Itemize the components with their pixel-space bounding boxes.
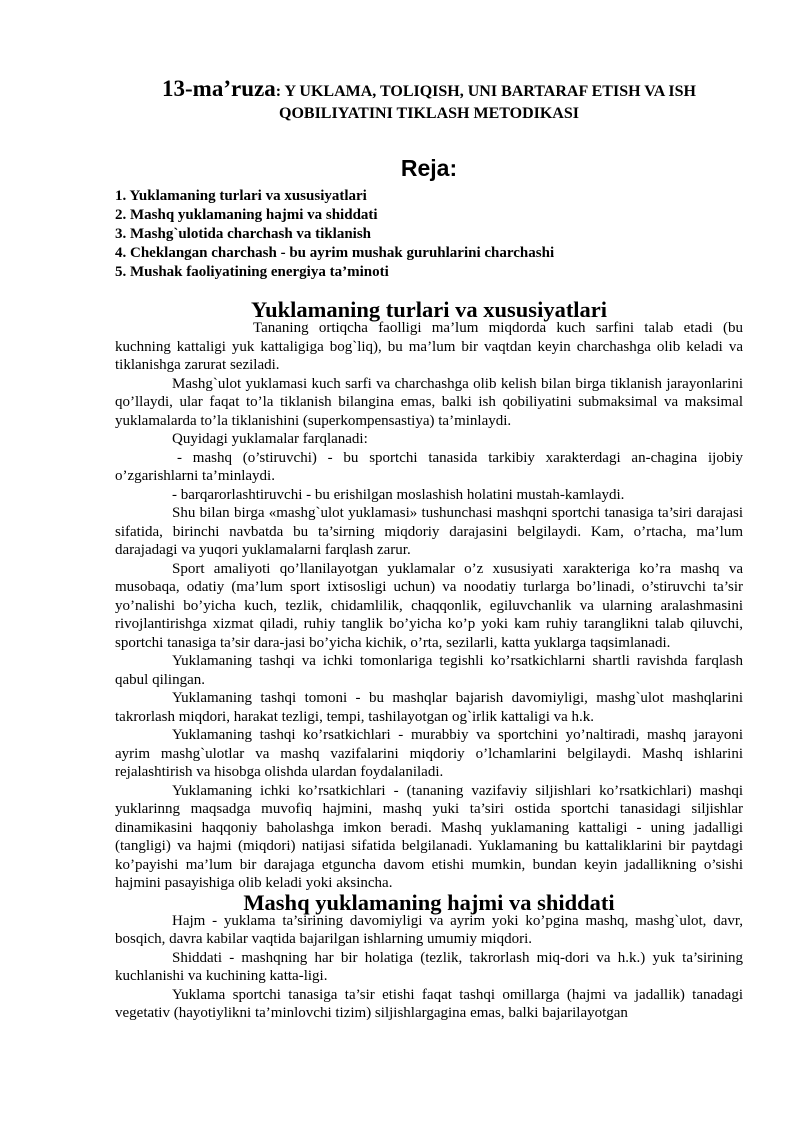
body-paragraph: Yuklamaning tashqi va ichki tomonlariga tegishli ko’rsatkichlarni shartli ravishda farqlash qabul qilingan. [115,653,743,688]
plan-item: 2. Mashq yuklamaning hajmi va shiddati [115,207,378,223]
body-paragraph: - mashq (o’stiruvchi) - bu sportchi tanasida tarkibiy xarakterdagi an-chagina ijobiy o’zgarishlarni ta’minlaydi. [115,449,743,484]
body-paragraph: Sport amaliyoti qo’llanilayotgan yuklamalar o’z xususiyati xarakteriga ko’ra mashq va musobaqa, odatiy (ma’lum sport ixtisosligi uchun) va noodatiy turlarga bo’linadi, o’stiruvchi ta’sir yo’nalishi bo’yicha kuch, tezlik, chidamlilik, chaqqonlik, egiluvchanlik va ularning aralashmasini rivojlantirishga xizmat qiladi, ruhiy tanglik bo’yicha ko’p yoki kam ruhiy taranglikni talab qiluvchi, sportchi tanasiga ta’sir dara-jasi bo’yicha kichik, o’rta, sezilarli, katta yuklarga taqsimlanadi. [115,560,743,651]
lecture-title [115,78,743,125]
plan-list [115,187,743,282]
lecture-number: 13-ma’ruza [162,76,276,101]
plan-item: 1. Yuklamaning turlari va xususiyatlari [115,188,367,204]
section-heading-volume-intensity: Mashq yuklamaning hajmi va shiddati [243,889,615,915]
body-paragraph: Hajm - yuklama ta’sirining davomiyligi va ayrim yoki ko’pgina mashq, mashg`ulot, davr, bosqich, davra kabilar vaqtida bajarilgan ishlarning umumiy miqdori. [115,912,743,947]
plan-item: 5. Mushak faoliyatining energiya ta’minoti [115,264,389,280]
section-heading-load-types: Yuklamaning turlari va xususiyatlari [250,297,608,322]
plan-item: 3. Mashg`ulotida charchash va tiklanish [115,226,372,242]
title-line-2: QOBILIYATINI TIKLASH METODIKASI [279,105,579,122]
body-paragraph: Yuklamaning ichki ko’rsatkichlari - (tananing vazifaviy siljishlari ko’rsatkichlari) mashqi yuklarinng maqsadga muvofiq hajmini, mashq yuki ta’siri ostida sportchi tanasidagi siljishlar dinamikasini haqqoniy baholashga imkon beradi. Mashq yuklamaning kattaligi - uning jadalligi (tangligi) va hajmi (miqdori) natijasi sifatida belgilanadi. Yuklamaning bu kattaliklarini bir paytdagi ko’payishi ma’lum bir darajaga etguncha davom etishi mumkin, bundan keyin jadallikning o’sishi hajmini pasayishiga olib keladi yoki aksincha. [115,782,743,891]
body-paragraph: Shiddati - mashqning har bir holatiga (tezlik, takrorlash miq-dori va h.k.) yuk ta’sirining kuchlanishi va kuchining katta-ligi. [115,949,743,984]
body-paragraph: Quyidagi yuklamalar farqlanadi: [172,431,368,447]
document-page [115,78,743,1023]
body-paragraph: Yuklamaning tashqi ko’rsatkichlari - murabbiy va sportchini yo’naltiradi, mashq jarayoni ayrim mashg`ulotlar va mashq vazifalarini miqdoriy o’lchamlarini belgilaydi. Mashq ishlarini rejalashtirish va hisobga olishda ulardan foydalaniladi. [115,727,743,780]
body-paragraph: Yuklama sportchi tanasiga ta’sir etishi faqat tashqi omillarga (hajmi va jadallik) tanadagi vegetativ (hayotiylikni ta’minlovchi tizim) siljishlargagina emas, balki bajarilayotgan [115,986,743,1021]
body-paragraph: - barqarorlashtiruvchi - bu erishilgan moslashish holatini mustah-kamlaydi. [172,486,625,503]
title-line-1: Y UKLAMA, TOLIQISH, UNI BARTARAF ETISH VA ISH [284,83,696,100]
body-paragraph: Tananing ortiqcha faolligi ma’lum miqdorda kuch sarfini talab etadi (bu kuchning kattaligi yuk kattaligiga bog`liq), bu ma’lum bir vaqtdan keyin charchashga olib keladi va tiklanishga zarurat seziladi. [115,320,743,373]
plan-heading: Reja: [400,155,458,181]
body-paragraph: Mashg`ulot yuklamasi kuch sarfi va charchashga olib kelish bilan birga tiklanish jarayonlarini qo’llaydi, ular faqat to’la tiklanish bilangina emas, balki ish qobiliyatini submaksimal va maksimal yuklamalarda to’la tiklanishini (superkompensastiya) ta’minlaydi. [115,375,743,429]
body-paragraph: Shu bilan birga «mashg`ulot yuklamasi» tushunchasi mashqni sportchi tanasiga ta’siri darajasi sifatida, birinchi navbatda bu ta’sirning miqdoriy darajasini belgilaydi. Kam, o’rtacha, ma’lum darajadagi va yuqori yuklamalarni farqlash zarur. [115,505,743,558]
title-separator: : [275,83,285,100]
body-paragraph: Yuklamaning tashqi tomoni - bu mashqlar bajarish davomiyligi, mashg`ulot mashqlarini takrorlash miqdori, harakat tezligi, tempi, tashilayotgan og`irlik kattaligi va h.k. [115,690,743,725]
plan-item: 4. Cheklangan charchash - bu ayrim mushak guruhlarini charchashi [115,245,555,261]
